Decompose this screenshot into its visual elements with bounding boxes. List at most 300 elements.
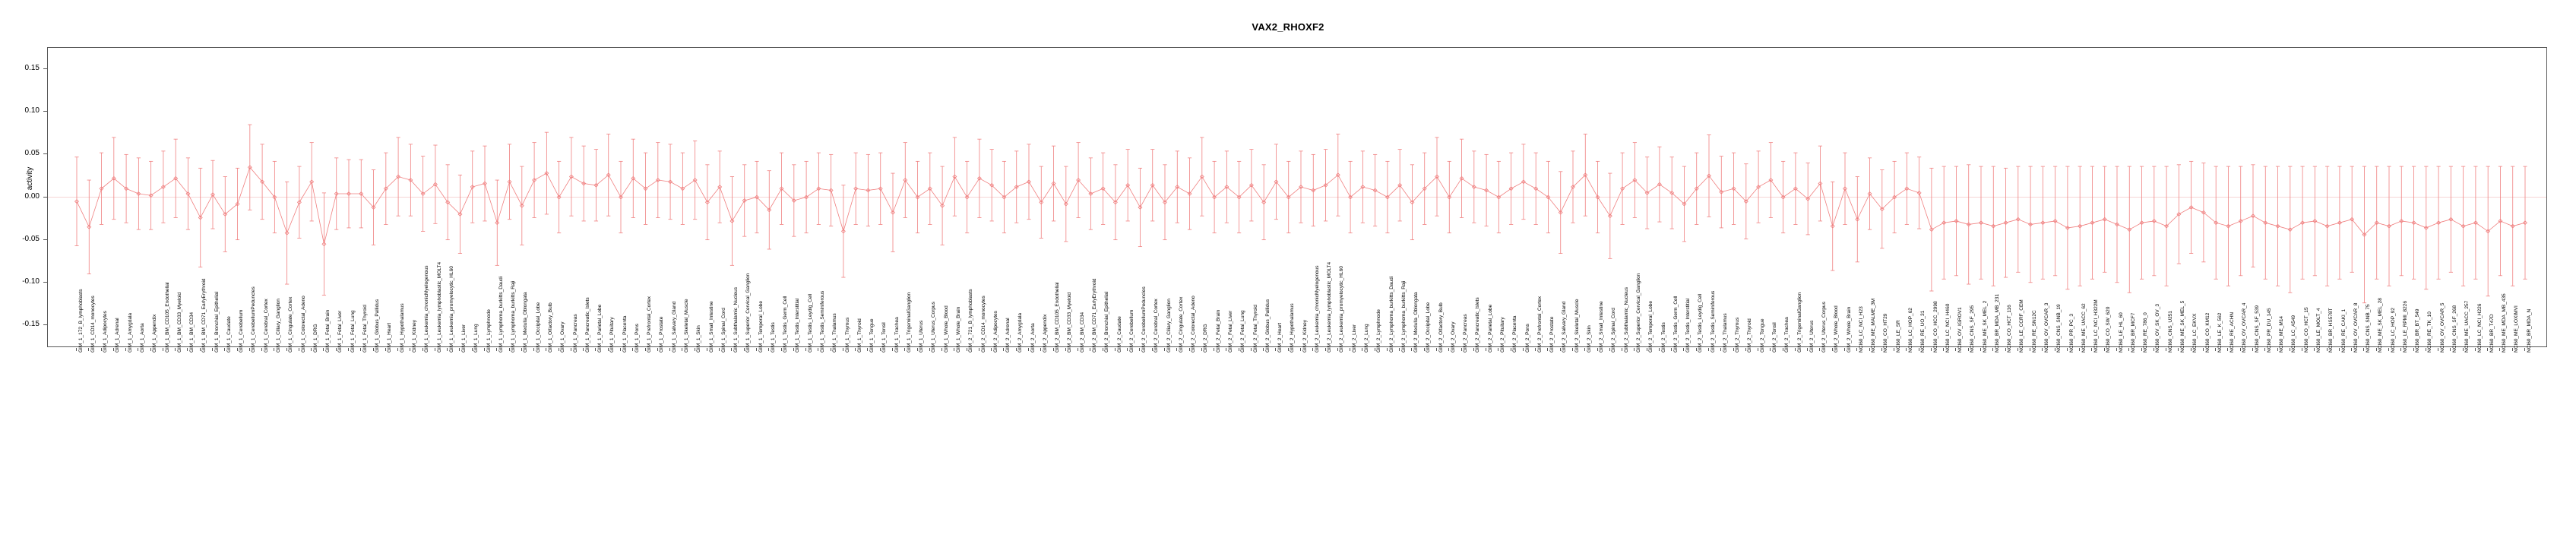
x-tick-label: GIM_1_Fetal_Lung (350, 310, 356, 353)
x-tick-mark (855, 348, 856, 351)
x-tick-mark (756, 348, 757, 351)
x-tick-mark (2363, 348, 2364, 351)
x-tick-mark (2116, 348, 2117, 351)
x-tick-label: GIM_2_Cerebral_Cortex (1154, 299, 1160, 353)
x-tick-mark (1461, 348, 1462, 351)
y-tick-label: 0.00 (24, 191, 40, 201)
x-tick-mark (2227, 348, 2228, 351)
x-tick-label: GIM_2_Lymphoma_burkitts_Raji (1400, 280, 1407, 353)
x-tick-mark (645, 348, 646, 351)
x-tick-label: GIM_1_Adipocytes (103, 311, 109, 353)
x-tick-mark (608, 348, 609, 351)
x-tick-mark (1968, 348, 1969, 351)
x-tick-mark (2141, 348, 2142, 351)
x-tick-label: GIM_1_Testis (770, 322, 776, 353)
x-tick-label: GIM_1_Fetal_Thyroid (362, 305, 368, 353)
x-tick-mark (1300, 348, 1301, 351)
x-tick-mark (917, 348, 918, 351)
x-tick-label: GIM_1_Lymphoma_burkitts_Daudi (498, 276, 504, 353)
x-tick-mark (2388, 348, 2389, 351)
x-tick-label: GIM_2_Caudate (1116, 316, 1122, 353)
x-tick-label: NCI60_LC_NCI_H23 (1858, 306, 1864, 353)
x-tick-label: GIM_2_Salivary_Gland (1562, 301, 1568, 353)
x-tick-mark (101, 348, 102, 351)
x-tick-label: GIM_1_BM_CD33_Myeloid (176, 292, 182, 353)
x-tick-label: GIM_1_Small_Intestine (708, 301, 714, 353)
x-tick-label: GIM_1_Fetal_Brain (325, 309, 331, 353)
x-tick-mark (1795, 348, 1796, 351)
x-tick-label: GIM_2_Leukemia_lymphoblastic_MOLT4 (1327, 261, 1333, 353)
x-tick-label: GIM_1_Tonsil (881, 322, 888, 353)
x-tick-label: GIM_2_Pancreatic_Islets (1475, 297, 1481, 353)
x-tick-label: NCI60_RE_ACHN (2229, 311, 2236, 353)
y-axis-label: activity (26, 166, 34, 191)
x-tick-label: GIM_2_Trachea (1784, 317, 1790, 353)
x-tick-label: NCI60_PR_DU_145 (2266, 308, 2272, 353)
x-tick-mark (2252, 348, 2253, 351)
x-tick-label: GIM_1_Skeletal_Muscle (683, 299, 689, 353)
x-tick-label: GIM_2_Cerebellum (1128, 309, 1135, 353)
x-tick-label: NCI60_RE_CAKI_1 (2340, 308, 2347, 353)
x-tick-mark (2178, 348, 2179, 351)
x-tick-mark (1733, 348, 1734, 351)
x-tick-mark (1127, 348, 1128, 351)
x-tick-label: NCI60_ME_UACC_62 (2081, 303, 2087, 353)
x-tick-mark (2487, 348, 2488, 351)
x-tick-label: GIM_1_CerebellumPeduncles (251, 286, 257, 353)
x-tick-label: GIM_1_CD14_monocytes (90, 296, 96, 353)
x-tick-mark (1275, 348, 1276, 351)
x-tick-mark (397, 348, 398, 351)
x-tick-mark (1016, 348, 1017, 351)
x-tick-mark (200, 348, 201, 351)
x-tick-label: NCI60_LC_HOP_92 (2390, 308, 2396, 353)
x-tick-label: GIM_2_Appendix (1042, 314, 1048, 353)
x-tick-label: NCI60_LE_RPMI_8226 (2402, 301, 2408, 353)
x-tick-mark (2524, 348, 2525, 351)
x-tick-label: GIM_2_Superior_Cervical_Ganglion (1635, 273, 1641, 353)
x-tick-label: GIM_2_Skeletal_Muscle (1574, 299, 1580, 353)
x-tick-mark (336, 348, 337, 351)
x-tick-label: NCI60_LC_NCI_H226 (2476, 303, 2483, 353)
x-tick-label: NCI60_OV_OVCAR_3 (2043, 302, 2049, 353)
x-tick-mark (2413, 348, 2414, 351)
x-tick-label: NCI60_ME_LOXIMVI (2514, 305, 2520, 353)
x-tick-label: NCI60_LE_SR (1895, 320, 1901, 353)
x-tick-label: GIM_2_Pituitary (1499, 317, 1505, 353)
x-tick-mark (744, 348, 745, 351)
x-tick-mark (1251, 348, 1252, 351)
x-tick-mark (1819, 348, 1820, 351)
x-tick-label: GIM_2_Subthalamic_Nucleus (1623, 287, 1629, 353)
x-tick-label: NCI60_CNS_U251 (2167, 311, 2173, 353)
x-tick-label: GIM_2_Ovary (1450, 321, 1456, 353)
x-tick-label: NCI60_RE_SN12C (2031, 310, 2037, 353)
x-tick-mark (484, 348, 485, 351)
y-tick-label: 0.05 (24, 149, 40, 158)
x-tick-mark (88, 348, 89, 351)
x-tick-label: GIM_1_BM_CD34 (189, 311, 195, 353)
x-tick-mark (113, 348, 114, 351)
x-tick-label: GIM_2_Tonsil (1771, 322, 1777, 353)
x-tick-mark (2339, 348, 2340, 351)
x-tick-mark (2067, 348, 2068, 351)
x-tick-mark (212, 348, 213, 351)
x-tick-label: GIM_1_Ciliary_Ganglion (275, 299, 281, 353)
x-tick-label: NCI60_BR_MDA_MB_231 (1994, 294, 2000, 353)
x-tick-label: GIM_1_Prefrontal_Cortex (647, 296, 653, 353)
x-tick-mark (583, 348, 584, 351)
x-tick-mark (781, 348, 782, 351)
x-tick-mark (1115, 348, 1116, 351)
x-tick-label: GIM_2_Lymphnode (1376, 309, 1382, 353)
x-tick-label: NCI60_LC_HOP_62 (1907, 308, 1913, 353)
x-tick-mark (793, 348, 794, 351)
x-tick-mark (1312, 348, 1313, 351)
x-tick-label: GIM_1_Ovary (560, 321, 566, 353)
x-tick-label: NCI60_LC_NCI_H322M (2093, 299, 2100, 353)
x-tick-mark (521, 348, 522, 351)
x-tick-mark (249, 348, 250, 351)
x-tick-label: GIM_2_Adrenal (1005, 318, 1011, 353)
x-tick-mark (237, 348, 238, 351)
x-tick-label: NCI60_OV_OVCAR_5 (2439, 302, 2445, 353)
x-tick-label: NCI60_CNS_SNB_19 (2056, 304, 2062, 353)
x-tick-mark (1844, 348, 1845, 351)
x-tick-mark (1535, 348, 1536, 351)
x-tick-mark (2314, 348, 2315, 351)
x-tick-mark (533, 348, 534, 351)
x-tick-mark (323, 348, 324, 351)
x-tick-mark (1053, 348, 1054, 351)
x-tick-mark (125, 348, 126, 351)
x-tick-mark (2327, 348, 2328, 351)
x-tick-mark (1436, 348, 1437, 351)
x-tick-label: GIM_2_DRG (1203, 324, 1209, 353)
x-tick-mark (892, 348, 893, 351)
plot-svg (48, 48, 2546, 346)
x-tick-label: GIM_1_Placenta (622, 315, 628, 353)
x-tick-label: GIM_1_Kidney (411, 320, 417, 353)
x-tick-label: GIM_1_BM_CD71_EarlyErythroid (201, 278, 207, 353)
x-tick-mark (1201, 348, 1202, 351)
x-tick-label: GIM_1_Amygdala (127, 312, 133, 353)
x-tick-label: NCI60_OV_OVCAR_8 (2353, 302, 2359, 353)
plot-area (47, 47, 2547, 347)
x-tick-mark (1065, 348, 1066, 351)
x-tick-label: GIM_1_Parietal_Lobe (597, 304, 603, 353)
y-tick-label: 0.10 (24, 106, 40, 115)
x-tick-label: NCI60_OV_SK_OV_3 (2155, 304, 2161, 353)
x-tick-mark (175, 348, 176, 351)
x-tick-mark (2240, 348, 2241, 351)
x-tick-label: GIM_1_Uterus (919, 320, 925, 353)
x-tick-label: GIM_1_Salivary_Gland (671, 301, 677, 353)
x-tick-mark (867, 348, 868, 351)
x-tick-label: GIM_1_Whole_Brain (955, 306, 961, 353)
x-tick-mark (1745, 348, 1746, 351)
x-tick-label: GIM_2_Heart (1277, 322, 1283, 353)
x-tick-label: GIM_1_Testis_Germ_Cell (783, 296, 789, 353)
x-tick-mark (904, 348, 905, 351)
x-tick-label: GIM_1_Thalamus (832, 313, 838, 353)
x-tick-label: GIM_2_Kidney (1302, 320, 1308, 353)
x-tick-mark (1288, 348, 1289, 351)
x-tick-mark (1943, 348, 1944, 351)
x-tick-label: GIM_2_Globus_Pallidus (1264, 299, 1271, 353)
x-tick-label: GIM_1_Olfactory_Bulb (547, 302, 553, 353)
x-tick-label: NCI60_BR_HS578T (2328, 308, 2334, 353)
chart-title: VAX2_RHOXF2 (1252, 21, 1324, 33)
x-tick-mark (2475, 348, 2476, 351)
x-tick-label: GIM_2_Testis_Germ_Cell (1673, 296, 1679, 353)
x-tick-mark (76, 348, 77, 351)
x-tick-mark (360, 348, 361, 351)
x-tick-label: GIM_1_Leukemia_promyelocytic_HL60 (448, 266, 454, 353)
x-tick-label: GIM_2_BM_CD33_Myeloid (1067, 292, 1073, 353)
x-tick-label: NCI60_ME_SK_MEL_2 (1982, 300, 1988, 353)
x-tick-mark (2091, 348, 2092, 351)
x-tick-label: GIM_1_DRG (312, 324, 318, 353)
x-tick-label: NCI60_CO_HCT_15 (2303, 307, 2309, 353)
x-tick-mark (1448, 348, 1449, 351)
x-tick-mark (472, 348, 473, 351)
x-tick-label: GIM_1_Trachea (894, 317, 900, 353)
x-tick-mark (2277, 348, 2278, 351)
x-tick-label: GIM_2_Thyroid (1747, 318, 1753, 353)
x-tick-label: GIM_1_Leukemia_lymphoblastic_MOLT4 (436, 261, 442, 353)
x-tick-label: NCI60_OV_IGROV1 (1957, 307, 1964, 353)
x-tick-mark (2264, 348, 2265, 351)
x-tick-mark (1720, 348, 1721, 351)
x-tick-mark (880, 348, 881, 351)
x-tick-mark (2499, 348, 2500, 351)
x-tick-label: NCI60_ME_M14 (2279, 315, 2285, 353)
x-tick-label: GIM_1_172_B_lymphoblasts (78, 289, 84, 353)
x-tick-label: GIM_2_Tongue (1759, 318, 1765, 353)
x-tick-label: GIM_1_Testis_Interstitial (795, 298, 801, 353)
x-tick-mark (1176, 348, 1177, 351)
x-tick-mark (1473, 348, 1474, 351)
x-tick-mark (1152, 348, 1153, 351)
x-tick-mark (1040, 348, 1041, 351)
x-tick-mark (1325, 348, 1326, 351)
x-tick-label: GIM_2_721_B_lymphoblasts (968, 289, 974, 353)
x-tick-label: GIM_1_Spinal_Cord (720, 308, 726, 353)
x-tick-label: GIM_1_Subthalamic_Nucleus (733, 287, 739, 353)
x-tick-label: GIM_1_Bronchial_Epithelial (214, 291, 220, 353)
x-tick-mark (150, 348, 151, 351)
y-tick-label: -0.10 (22, 277, 40, 286)
x-tick-label: GIM_2_Adipocytes (992, 311, 998, 353)
x-tick-label: GIM_1_Fetal_Liver (337, 310, 343, 353)
x-tick-mark (187, 348, 188, 351)
x-tick-label: GIM_2_Uterus (1809, 320, 1815, 353)
x-tick-label: GIM_2_Fetal_Brain (1215, 309, 1221, 353)
x-tick-label: GIM_1_Testis_Leydig_Cell (807, 293, 813, 353)
x-tick-label: NCI60_LE_K_562 (2217, 312, 2223, 353)
x-tick-mark (385, 348, 386, 351)
x-tick-label: GIM_2_Cingulate_Cortex (1178, 296, 1184, 353)
x-tick-label: GIM_2_Ciliary_Ganglion (1166, 299, 1172, 353)
x-tick-label: GIM_1_Cerebellum (239, 309, 245, 353)
x-tick-label: NCI60_CO_HCC_2998 (1932, 301, 1938, 353)
x-tick-label: GIM_2_Testis_Interstitial (1685, 298, 1691, 353)
x-tick-mark (1164, 348, 1165, 351)
x-tick-mark (447, 348, 448, 351)
x-tick-label: GIM_2_Spinal_Cord (1611, 308, 1617, 353)
x-tick-mark (311, 348, 312, 351)
x-tick-mark (1696, 348, 1697, 351)
x-tick-label: GIM_1_Uterus_Corpus (931, 302, 937, 353)
x-tick-label: NCI60_ME_MDA_MB_435 (2502, 293, 2508, 353)
x-tick-label: GIM_2_Prostate (1549, 316, 1555, 353)
x-tick-mark (620, 348, 621, 351)
x-tick-label: GIM_1_Liver (461, 324, 467, 353)
x-tick-label: GIM_2_Hypothalamus (1290, 303, 1296, 353)
x-tick-mark (941, 348, 942, 351)
x-tick-mark (1003, 348, 1004, 351)
x-tick-mark (224, 348, 225, 351)
x-tick-mark (1263, 348, 1264, 351)
x-tick-label: GIM_1_Aorta (139, 323, 145, 353)
x-tick-label: NCI60_BR_MDA_N (2526, 308, 2532, 353)
x-tick-label: GIM_1_Medulla_Oblongata (523, 292, 529, 353)
x-tick-mark (1931, 348, 1932, 351)
x-tick-mark (1189, 348, 1190, 351)
x-tick-mark (1770, 348, 1771, 351)
x-tick-mark (1955, 348, 1956, 351)
x-tick-label: GIM_1_Cingulate_Cortex (288, 296, 294, 353)
x-tick-mark (1139, 348, 1140, 351)
x-tick-label: NCI60_OV_OVCAR_4 (2242, 302, 2248, 353)
x-tick-label: NCI60_PR_PC_3 (2068, 314, 2074, 353)
x-tick-label: GIM_2_BM_CD105_Endothelial (1055, 282, 1061, 353)
x-tick-mark (1881, 348, 1882, 351)
x-tick-label: GIM_2_BM_CD34 (1079, 311, 1085, 353)
x-tick-label: GIM_1_Pancreas (572, 314, 578, 353)
x-tick-label: NCI60_RE_TK_10 (2427, 311, 2433, 353)
x-tick-mark (1708, 348, 1709, 351)
x-tick-label: NCI60_LE_MOLT_4 (2315, 308, 2321, 353)
x-tick-mark (1337, 348, 1338, 351)
x-tick-label: NCI60_CO_HCT_116 (2007, 305, 2013, 353)
x-tick-label: GIM_1_Thymus (844, 317, 850, 353)
x-tick-mark (1869, 348, 1870, 351)
x-tick-label: NCI60_CO_HT29 (1883, 313, 1889, 353)
x-axis-ticks (47, 261, 2547, 538)
x-tick-label: GIM_1_Lung (473, 324, 479, 353)
x-tick-label: GIM_1_Leukemia_chronicMyelogenous (424, 265, 430, 353)
x-tick-label: GIM_2_Lymphoma_burkitts_Daudi (1388, 276, 1394, 353)
x-tick-mark (1387, 348, 1388, 351)
x-tick-mark (1671, 348, 1672, 351)
x-tick-label: GIM_1_Pons (634, 324, 640, 353)
x-tick-label: NCI60_BR_BT_549 (2415, 308, 2421, 353)
x-tick-mark (1523, 348, 1524, 351)
x-tick-mark (2215, 348, 2216, 351)
x-tick-mark (459, 348, 460, 351)
x-tick-mark (2079, 348, 2080, 351)
x-tick-mark (1980, 348, 1981, 351)
x-tick-mark (1560, 348, 1561, 351)
x-tick-label: GIM_2_Medulla_Oblongata (1413, 292, 1419, 353)
x-tick-label: GIM_2_Testis_Leydig_Cell (1698, 293, 1704, 353)
x-tick-mark (2128, 348, 2129, 351)
x-tick-mark (1659, 348, 1660, 351)
x-tick-label: NCI60_ME_UACC_257 (2464, 300, 2470, 353)
x-tick-label: NCI60_CNS_SF_539 (2254, 305, 2260, 353)
x-tick-label: NCI60_LE_HL_60 (2118, 312, 2124, 353)
x-tick-label: GIM_2_TrigeminalGanglion (1796, 292, 1802, 353)
x-tick-mark (2463, 348, 2464, 351)
x-tick-mark (1832, 348, 1833, 351)
x-tick-mark (657, 348, 658, 351)
x-tick-label: GIM_1_Hypothalamus (399, 303, 405, 353)
x-tick-mark (1992, 348, 1993, 351)
x-tick-label: GIM_1_Occipital_Lobe (535, 302, 541, 353)
x-tick-label: GIM_2_Occipital_Lobe (1426, 302, 1432, 353)
x-tick-label: NCI60_CO_KM12 (2204, 312, 2210, 353)
x-tick-label: GIM_2_Aorta (1030, 323, 1036, 353)
x-tick-label: NCI60_CNS_SNB_75 (2366, 304, 2372, 353)
x-tick-label: GIM_2_Bronchial_Epithelial (1104, 291, 1110, 353)
x-tick-mark (1856, 348, 1857, 351)
x-tick-mark (1547, 348, 1548, 351)
x-tick-mark (2450, 348, 2451, 351)
x-tick-label: GIM_2_Placenta (1512, 315, 1518, 353)
x-tick-mark (1028, 348, 1029, 351)
x-tick-label: GIM_2_Skin (1586, 325, 1592, 353)
x-tick-mark (1424, 348, 1425, 351)
x-tick-label: GIM_1_Testis_Seminiferous (819, 290, 825, 353)
x-tick-label: NCI60_LC_NCI_H460 (1945, 303, 1951, 353)
x-tick-mark (805, 348, 806, 351)
x-tick-label: GIM_1_Prostate (659, 316, 665, 353)
x-tick-label: GIM_2_Whole_Brain (1846, 306, 1852, 353)
x-tick-label: GIM_2_Testis_Seminiferous (1710, 290, 1716, 353)
x-tick-label: GIM_2_Pancreas (1463, 314, 1469, 353)
x-tick-mark (509, 348, 510, 351)
x-tick-label: NCI60_ME_SK_MEL_5 (2179, 300, 2185, 353)
x-tick-mark (1609, 348, 1610, 351)
x-tick-label: GIM_1_Lymphnode (486, 309, 492, 353)
x-tick-label: GIM_2_Leukemia_chronicMyelogenous (1314, 265, 1320, 353)
x-tick-mark (2400, 348, 2401, 351)
x-tick-label: GIM_2_Leukemia_promyelocytic_HL60 (1339, 266, 1345, 353)
x-tick-label: NCI60_LC_A549 (2291, 315, 2297, 353)
x-tick-label: GIM_1_Thyroid (856, 318, 862, 353)
x-tick-label: NCI60_CO_SW_620 (2106, 306, 2112, 353)
x-tick-label: NCI60_ME_MALME_3M (1871, 298, 1877, 353)
x-tick-label: GIM_1_Appendix (152, 314, 158, 353)
x-tick-mark (1807, 348, 1808, 351)
x-tick-label: GIM_1_Superior_Cervical_Ganglion (745, 273, 752, 353)
x-tick-mark (929, 348, 930, 351)
x-tick-label: GIM_2_Liver (1351, 324, 1357, 353)
x-tick-mark (1634, 348, 1635, 351)
y-tick-label: 0.15 (24, 64, 40, 73)
x-tick-mark (2512, 348, 2513, 351)
x-tick-label: NCI60_LC_EKVX (2192, 313, 2198, 353)
x-tick-label: GIM_1_BM_CD105_Endothelial (164, 282, 170, 353)
x-tick-mark (422, 348, 423, 351)
x-tick-label: GIM_1_Cerebral_Cortex (263, 299, 269, 353)
x-tick-mark (1584, 348, 1585, 351)
x-tick-label: NCI60_BR_T47D (2489, 314, 2495, 353)
x-tick-label: GIM_1_Lymphoma_burkitts_Raji (511, 280, 517, 353)
x-tick-label: GIM_2_Fetal_Liver (1227, 310, 1233, 353)
